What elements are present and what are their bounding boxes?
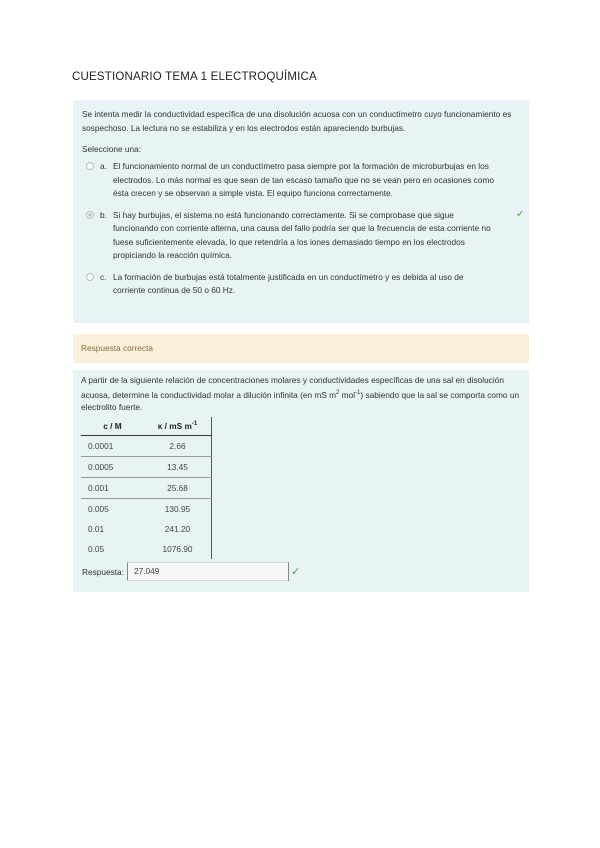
cell-conductivity: 25.68	[144, 478, 212, 499]
answer-row	[82, 562, 300, 581]
cell-concentration: 0.0001	[81, 436, 144, 457]
radio-icon[interactable]	[86, 273, 94, 281]
page-title: CUESTIONARIO TEMA 1 ELECTROQUÍMICA	[72, 71, 317, 83]
cell-conductivity: 241.20	[144, 519, 212, 539]
feedback-correct: Respuesta correcta	[73, 334, 529, 363]
header-conductivity-label: κ / mS m	[157, 421, 192, 432]
question-1-panel	[73, 100, 529, 323]
table-row	[81, 499, 212, 520]
option-text: Si hay burbujas, el sistema no está funcionando correctamente. Si se comprobase que sigue funcionando con corriente alterna, una causa del fallo podría ser que la frecuencia de esta corriente no fuese suficientemente elevada, lo que retendría a los iones demasiado tiempo en los electrodos propiciando la reacción química.	[113, 209, 491, 260]
option-letter: a.	[100, 161, 107, 171]
unit-exponent-2: -1	[355, 389, 361, 396]
header-conductivity-exponent: -1	[191, 421, 198, 428]
option-a[interactable]	[82, 160, 520, 201]
cell-conductivity: 2.66	[144, 436, 212, 457]
radio-selected-icon[interactable]	[86, 211, 94, 219]
table-row	[81, 519, 212, 539]
unit-exponent-1: 2	[336, 389, 340, 396]
table-row	[81, 478, 212, 499]
question-2-text	[81, 374, 521, 413]
question-2-text-before: A partir de la siguiente relación de concentraciones molares y conductividades específicas de una sal en disolución acuosa, determine la conductividad molar a dilución infinita (en mS m	[81, 375, 504, 400]
question-1-text: Se intenta medir la conductividad específica de una disolución acuosa con un conductímetro cuyo funcionamiento es sospechoso. La lectura no se estabiliza y en los electrodos están apareciendo burbujas.	[82, 109, 512, 133]
cell-conductivity: 1076.90	[144, 539, 212, 559]
cell-conductivity: 13.45	[144, 457, 212, 478]
radio-icon[interactable]	[86, 162, 94, 170]
answer-input[interactable]: 27.049	[127, 562, 289, 581]
option-text: El funcionamiento normal de un conductímetro pasa siempre por la formación de microburbujas en los electrodos. Lo más normal es que sean de tan escaso tamaño que no se vean pero en ocasiones como ésta crecen y se observan a simple vista. El equipo funciona correctamente.	[113, 161, 494, 198]
cell-conductivity: 130.95	[144, 499, 212, 520]
cell-concentration: 0.001	[81, 478, 144, 499]
option-text: La formación de burbujas está totalmente justificada en un conductímetro y es debida al uso de corriente continua de 50 o 60 Hz.	[113, 271, 464, 295]
table-row	[81, 457, 212, 478]
cell-concentration: 0.05	[88, 544, 105, 555]
header-concentration: c / M	[81, 417, 144, 436]
data-table	[81, 417, 212, 559]
question-2-panel	[73, 370, 529, 592]
option-b[interactable]	[82, 208, 525, 263]
cell-concentration: 0.005	[88, 504, 109, 515]
table-row	[81, 436, 212, 457]
answer-label: Respuesta:	[82, 566, 124, 577]
header-conductivity	[144, 417, 212, 436]
option-letter: b.	[100, 209, 107, 220]
question-2-text-after: ) sabiendo que la sal se comporta como un electrolito fuerte.	[81, 389, 520, 412]
option-c[interactable]	[82, 271, 520, 298]
select-prompt: Seleccione una:	[82, 144, 142, 154]
cell-concentration: 0.0005	[81, 457, 144, 478]
table-header	[81, 417, 212, 436]
check-icon: ✓	[290, 566, 301, 578]
unit-mid: mol	[339, 389, 356, 400]
table-row	[81, 539, 212, 559]
cell-concentration: 0.01	[88, 524, 105, 535]
option-letter: c.	[100, 271, 107, 282]
check-icon: ✓	[516, 208, 525, 220]
